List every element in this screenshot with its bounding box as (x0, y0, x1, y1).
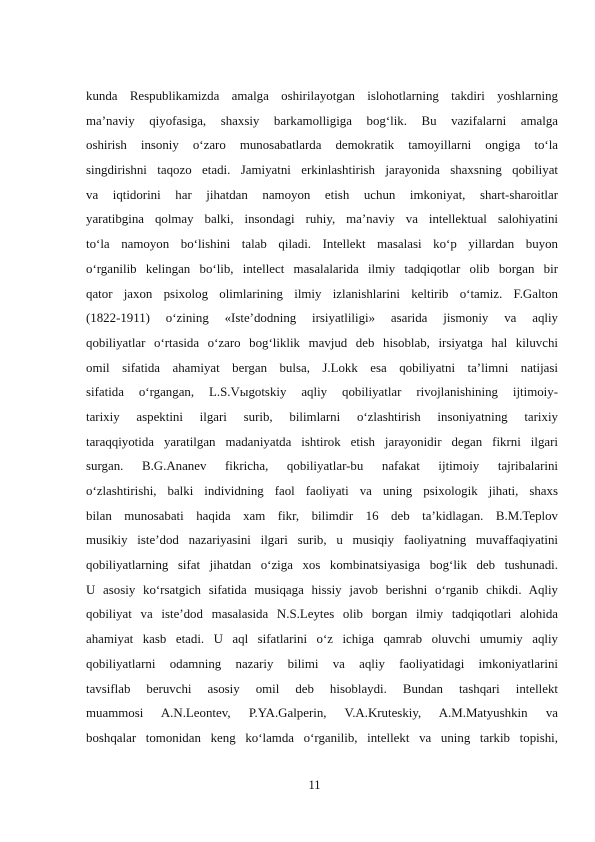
text-line: (1822-1911) o‘zining «Iste’dodning irsiyatliligi» asarida jismoniy va aqliy (86, 311, 558, 326)
text-line: va iqtidorini har jihatdan namoyon etish uchun imkoniyat, shart-sharoitlar (86, 187, 558, 202)
text-line: oshirish insoniy o‘zaro munosabatlarda demokratik tamoyillarni ongiga to‘la (86, 138, 558, 153)
text-line: musikiy iste’dod nazariyasini ilgari surib, u musiqiy faoliyatning muvaffaqiyatini (86, 533, 558, 548)
text-line: to‘la namoyon bo‘lishini talab qiladi. Intellekt masalasi ko‘p yillardan buyon (86, 237, 558, 252)
text-line: qobiliyatlar o‘rtasida o‘zaro bog‘liklik mavjud deb hisoblab, irsiyatga hal kiluvchi (86, 335, 558, 350)
text-line: o‘rganilib kelingan bo‘lib, intellect masalalarida ilmiy tadqiqotlar olib borgan bir (86, 261, 558, 276)
text-line: boshqalar tomonidan keng ko‘lamda o‘rganilib, intellekt va uning tarkib topishi, (86, 730, 558, 745)
text-line: ma’naviy qiyofasiga, shaxsiy barkamolligiga bog‘lik. Bu vazifalarni amalga (86, 113, 558, 128)
text-line: sifatida o‘rgangan, L.S.Vыgotskiy aqliy qobiliyatlar rivojlanishining ijtimoiy- (86, 385, 558, 400)
text-line: qator jaxon psixolog olimlarining ilmiy izlanishlarini keltirib o‘tamiz. F.Galton (86, 286, 558, 301)
text-line: o‘zlashtirishi, balki individning faol faoliyati va uning psixologik jihati, shaxs (86, 484, 558, 498)
text-line: tavsiflab beruvchi asosiy omil deb hisoblaydi. Bundan tashqari intellekt (86, 681, 558, 696)
text-line: yaratibgina qolmay balki, insondagi ruhiy, ma’naviy va intellektual salohiyatini (86, 212, 558, 227)
text-line: taraqqiyotida yaratilgan madaniyatda ishtirok etish jarayonidir degan fikrni ilgari (86, 434, 558, 449)
text-line: U asosiy ko‘rsatgich sifatida musiqaga hissiy javob berishni o‘rganib chikdi. Aqliy (86, 582, 558, 597)
text-line: kunda Respublikamizda amalga oshirilayotgan islohotlarning takdiri yoshlarning (86, 89, 558, 103)
text-line: qobiliyat va iste’dod masalasida N.S.Leytes olib borgan ilmiy tadqiqotlari alohida (86, 607, 558, 622)
text-line: tarixiy aspektini ilgari surib, bilimlarni o‘zlashtirish insoniyatning tarixiy (86, 409, 558, 424)
text-line: ahamiyat kasb etadi. U aql sifatlarini o‘z ichiga qamrab oluvchi umumiy aqliy (86, 632, 558, 647)
text-line: omil sifatida ahamiyat bergan bulsa, J.Lokk esa qobiliyatni ta’limni natijasi (86, 360, 558, 375)
text-line: singdirishni taqozo etadi. Jamiyatni erkinlashtirish jarayonida shaxsning qobiliyat (86, 163, 558, 178)
text-line: bilan munosabati haqida xam fikr, bilimdir 16 deb ta’kidlagan. B.M.Teplov (86, 508, 558, 523)
text-line: qobiliyatlarni odamning nazariy bilimi va aqliy faoliyatidagi imkoniyatlarini (86, 656, 558, 671)
text-line: muammosi A.N.Leontev, P.YA.Galperin, V.A.Kruteskiy, A.M.Matyushkin va (86, 706, 558, 721)
text-line: qobiliyatlarning sifat jihatdan o‘ziga xos kombinatsiyasiga bog‘lik deb tushunadi. (86, 558, 558, 573)
text-line: surgan. B.G.Ananev fikricha, qobiliyatlar-bu nafakat ijtimoiy tajribalarini (86, 459, 558, 474)
body-text (86, 84, 558, 751)
page-number: 11 (308, 778, 321, 792)
